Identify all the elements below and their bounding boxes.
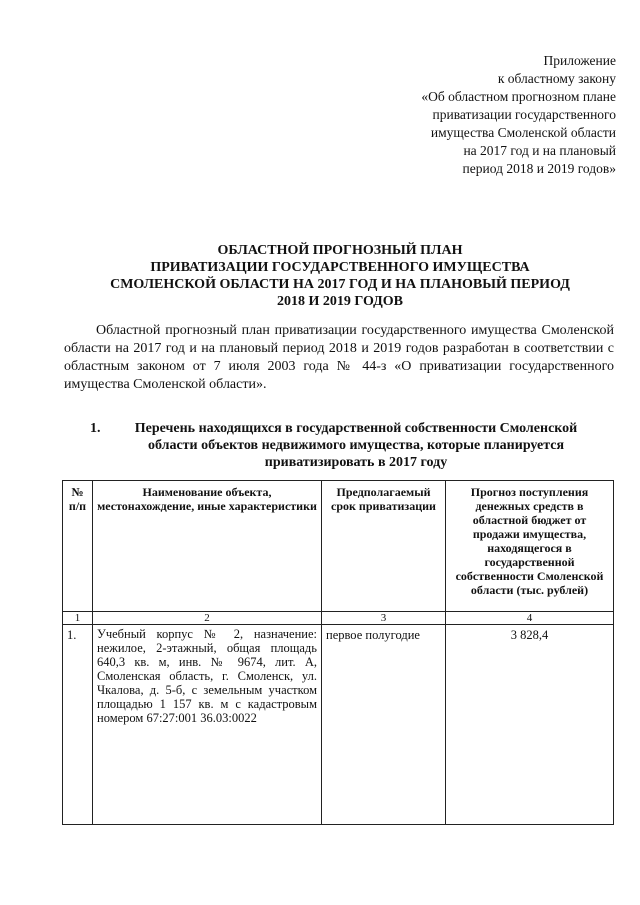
- document-title: [40, 242, 640, 310]
- section-heading: [90, 420, 600, 471]
- intro-paragraph: [64, 322, 614, 394]
- column-number: 1: [63, 612, 93, 625]
- appendix-line: приватизации государственного: [432, 107, 616, 122]
- table-header-row: [63, 481, 614, 612]
- column-number-row: [63, 612, 614, 625]
- header-no: № п/п: [63, 481, 93, 612]
- table-row: [63, 625, 614, 825]
- privatization-table: [62, 480, 614, 825]
- column-number: 2: [93, 612, 322, 625]
- appendix-line: «Об областном прогнозном плане: [421, 89, 616, 104]
- column-number: 3: [322, 612, 446, 625]
- appendix-line: период 2018 и 2019 годов»: [462, 161, 616, 176]
- header-sum: Прогноз поступления денежных средств в областной бюджет от продажи имущества, находящегося в государственной собственности Смоленской области (тыс. рублей): [446, 481, 614, 612]
- intro-text: Областной прогнозный план приватизации государственного имущества Смоленской области на 2017 год и на плановый период 2018 и 2019 годов разработан в соответствии с областным законом от 7 июля 2003 года № 44-з «О приватизации государственного имущества Смоленской области».: [64, 323, 614, 392]
- appendix-line: имущества Смоленской области: [430, 125, 616, 140]
- title-line: СМОЛЕНСКОЙ ОБЛАСТИ НА 2017 ГОД И НА ПЛАНОВЫЙ ПЕРИОД: [110, 277, 570, 292]
- section-number: 1.: [90, 421, 101, 436]
- appendix-line: Приложение: [543, 53, 616, 68]
- section-title-text: Перечень находящихся в государственной собственности Смоленской области объектов недвижимого имущества, которые планируется приватизировать в 2017 году: [134, 421, 578, 470]
- revenue-forecast: 3 828,4: [446, 625, 614, 825]
- title-line: ОБЛАСТНОЙ ПРОГНОЗНЫЙ ПЛАН: [217, 243, 463, 258]
- title-line: 2018 И 2019 ГОДОВ: [277, 294, 403, 309]
- header-name: Наименование объекта, местонахождение, иные характеристики: [93, 481, 322, 612]
- header-period: Предполагаемый срок приватизации: [322, 481, 446, 612]
- appendix-block: [356, 52, 616, 178]
- row-number: 1.: [63, 625, 93, 825]
- privatization-period: первое полугодие: [322, 625, 446, 825]
- title-line: ПРИВАТИЗАЦИИ ГОСУДАРСТВЕННОГО ИМУЩЕСТВА: [150, 260, 530, 275]
- appendix-line: к областному закону: [497, 71, 616, 86]
- appendix-line: на 2017 год и на плановый: [463, 143, 616, 158]
- column-number: 4: [446, 612, 614, 625]
- object-description: Учебный корпус № 2, назначение: нежилое, 2-этажный, общая площадь 640,3 кв. м, инв. № 9674, лит. А, Смоленская область, г. Смоленск, ул. Чкалова, д. 5-б, с земельным участком площадью 1 157 кв. м с кадастровым номером 67:27:001 36.03:0022: [93, 625, 322, 825]
